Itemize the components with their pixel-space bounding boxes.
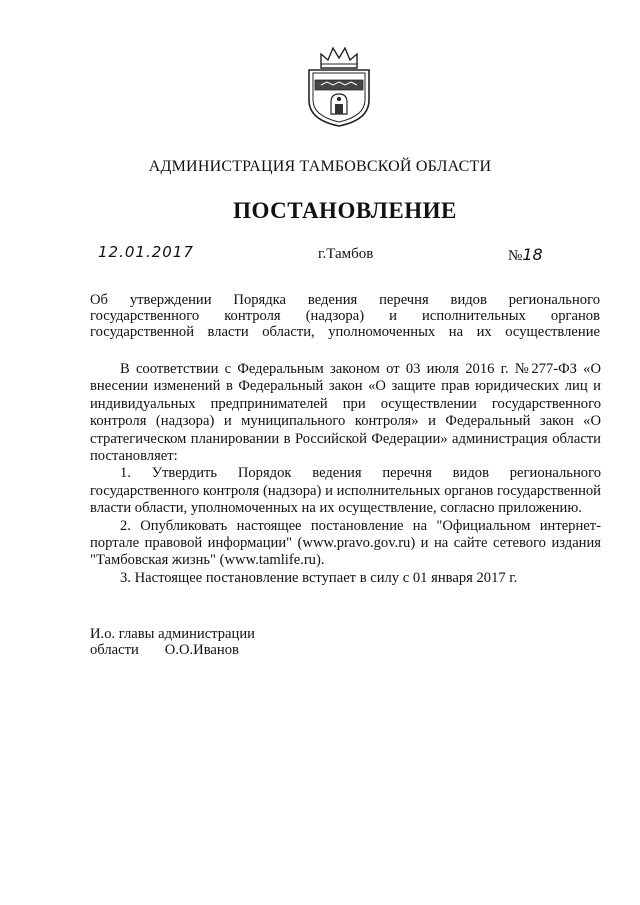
document-subject: Об утверждении Порядка ведения перечня видов регионального государственного контроля (надзора) и исполнительных органов государственной власти области, уполномоченных на их осуществление (90, 292, 600, 340)
organization-name: АДМИНИСТРАЦИЯ ТАМБОВСКОЙ ОБЛАСТИ (148, 158, 492, 175)
document-body (90, 361, 601, 587)
document-place: г.Тамбов (318, 246, 374, 262)
document-date: 12.01.2017 (98, 243, 194, 261)
coat-of-arms-emblem (301, 40, 377, 130)
resolution-item: 3. Настоящее постановление вступает в силу с 01 января 2017 г. (120, 569, 518, 586)
resolution-item: 2. Опубликовать настоящее постановление на "Официальном интернет-портале правовой информации" (www.pravo.gov.ru) и на сайте сетевого издания "Тамбовская жизнь" (www.tamlife.ru). (90, 517, 601, 569)
number-value: 18 (522, 245, 543, 264)
document-number (508, 245, 543, 265)
signature-block (90, 626, 255, 658)
signatory-position-line2: области (90, 642, 139, 658)
number-prefix: № (508, 248, 523, 264)
document-type: ПОСТАНОВЛЕНИЕ (233, 198, 457, 223)
preamble-paragraph: В соответствии с Федеральным законом от 03 июля 2016 г. №277-ФЗ «О внесении изменений в Федеральный закон «О защите прав юридических лиц и индивидуальных предпринимателей при осуществлении государственного контроля (надзора) и муниципального контроля» и Федеральный закон «О стратегическом планировании в Российской Федерации» администрация области постановляет: (90, 361, 601, 465)
resolution-item: 1. Утвердить Порядок ведения перечня видов регионального государственного контроля (надзора) и исполнительных органов государственной власти области, уполномоченных на их осуществление, согласно приложению. (90, 465, 601, 517)
signatory-position-line1: И.о. главы администрации (90, 626, 255, 642)
signatory-name: О.О.Иванов (164, 642, 239, 658)
